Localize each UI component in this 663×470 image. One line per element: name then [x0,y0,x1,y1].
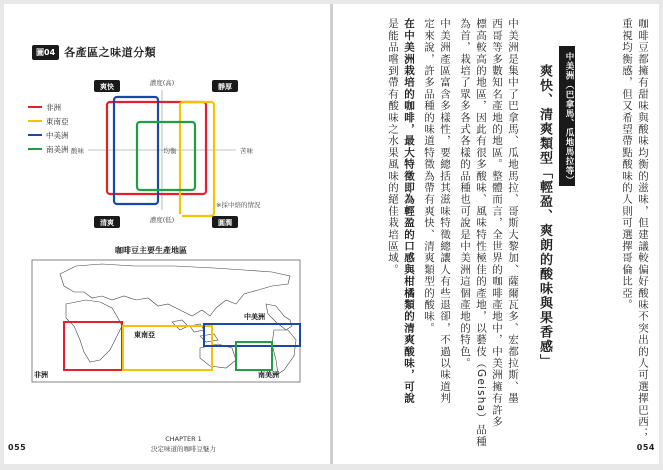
corner-tag-top-left: 爽快 [100,83,114,91]
chapter-label: CHAPTER 1 [165,435,202,443]
south-america-region-box [137,122,195,190]
map-label-africa: 非洲 [34,371,48,379]
body-text-column: 是能品嚐到帶有酸味之水果風味的絕佳栽培區域。 [387,18,399,276]
body-text-column: 標高較高的地區，因此有很多酸味、風味特性極佳的產地，以藝伎（Geisha）品種 [475,18,487,448]
axis-label-left: 酸味 [71,147,84,155]
body-text-column: 定來說，許多品種的味道特徵為帶有爽快、清爽類型的酸味。 [423,18,435,334]
chapter-footer [151,434,216,454]
body-text-column: 中美洲產區富含多樣性，要總括其滋味特徵總讓人有些退卻，不過以味道判 [439,18,451,405]
legend-label: 非洲 [46,102,61,112]
body-text-column: 中美洲是集中了巴拿馬、瓜地馬拉、哥斯大黎加、薩爾瓦多、宏都拉斯、墨 [507,18,519,405]
figure-title: 各產區之味道分類 [64,46,157,59]
figure-badge: 圖04 [32,45,59,60]
map-label-south-america: 南美洲 [258,371,279,379]
center-label: 均衡 [163,147,177,155]
intro-text-column: 重視均衡感，但又希望帶點酸味的人則可選擇哥倫比亞。 [621,18,633,311]
map-title: 咖啡豆主要生產地區 [115,246,187,255]
section-heading: 爽快、清爽類型「輕盈、爽朗的酸味與果香感」 [537,64,552,369]
legend-label: 中美洲 [46,130,69,140]
chapter-title: 決定味道的咖啡豆魅力 [151,445,216,453]
corner-tag-bottom-left: 清爽 [100,219,114,227]
southeast-asia-region-box [180,102,214,216]
corner-tag-bottom-right: 圓潤 [218,219,232,227]
body-text-column: 為首，栽培了眾多各式各樣的品種也可說是中美洲這個產地的特色。 [459,18,471,369]
page-number-left: 055 [8,443,27,452]
left-page [4,4,330,464]
africa-region-box [107,102,206,194]
axis-label-right: 苦味 [240,147,253,155]
body-text-column: 在中美洲栽培的咖啡，最大特徵即為輕盈的口感與柑橘類的清爽酸味，可說 [403,18,415,405]
corner-tag-top-right: 靜厚 [218,83,232,91]
intro-text-column: 咖啡豆都擁有甜味與酸味均衡的滋味，但建議較偏好酸味不突出的人可選擇巴西； [637,18,649,440]
world-map [32,260,300,382]
page-number-right: 054 [636,443,655,452]
legend-label: 南美洲 [46,144,69,154]
map-label-southeast-asia: 東南亞 [134,331,155,339]
body-text-column: 西哥等多數知名產地的地區。整體而言，全世界的咖啡產地中，中美洲擁有許多 [491,18,503,428]
map-label-central-america: 中美洲 [244,313,265,321]
right-page [333,4,659,464]
axis-label-top: 濃度(高) [149,79,175,87]
section-tag: 中美洲（巴拿馬、瓜地馬拉等） [559,46,575,186]
axis-label-bottom: 濃度(低) [149,216,175,224]
diagram-note: ※採中焙的情況 [216,201,261,209]
flavor-diagram [4,4,330,464]
legend-label: 東南亞 [46,116,69,126]
